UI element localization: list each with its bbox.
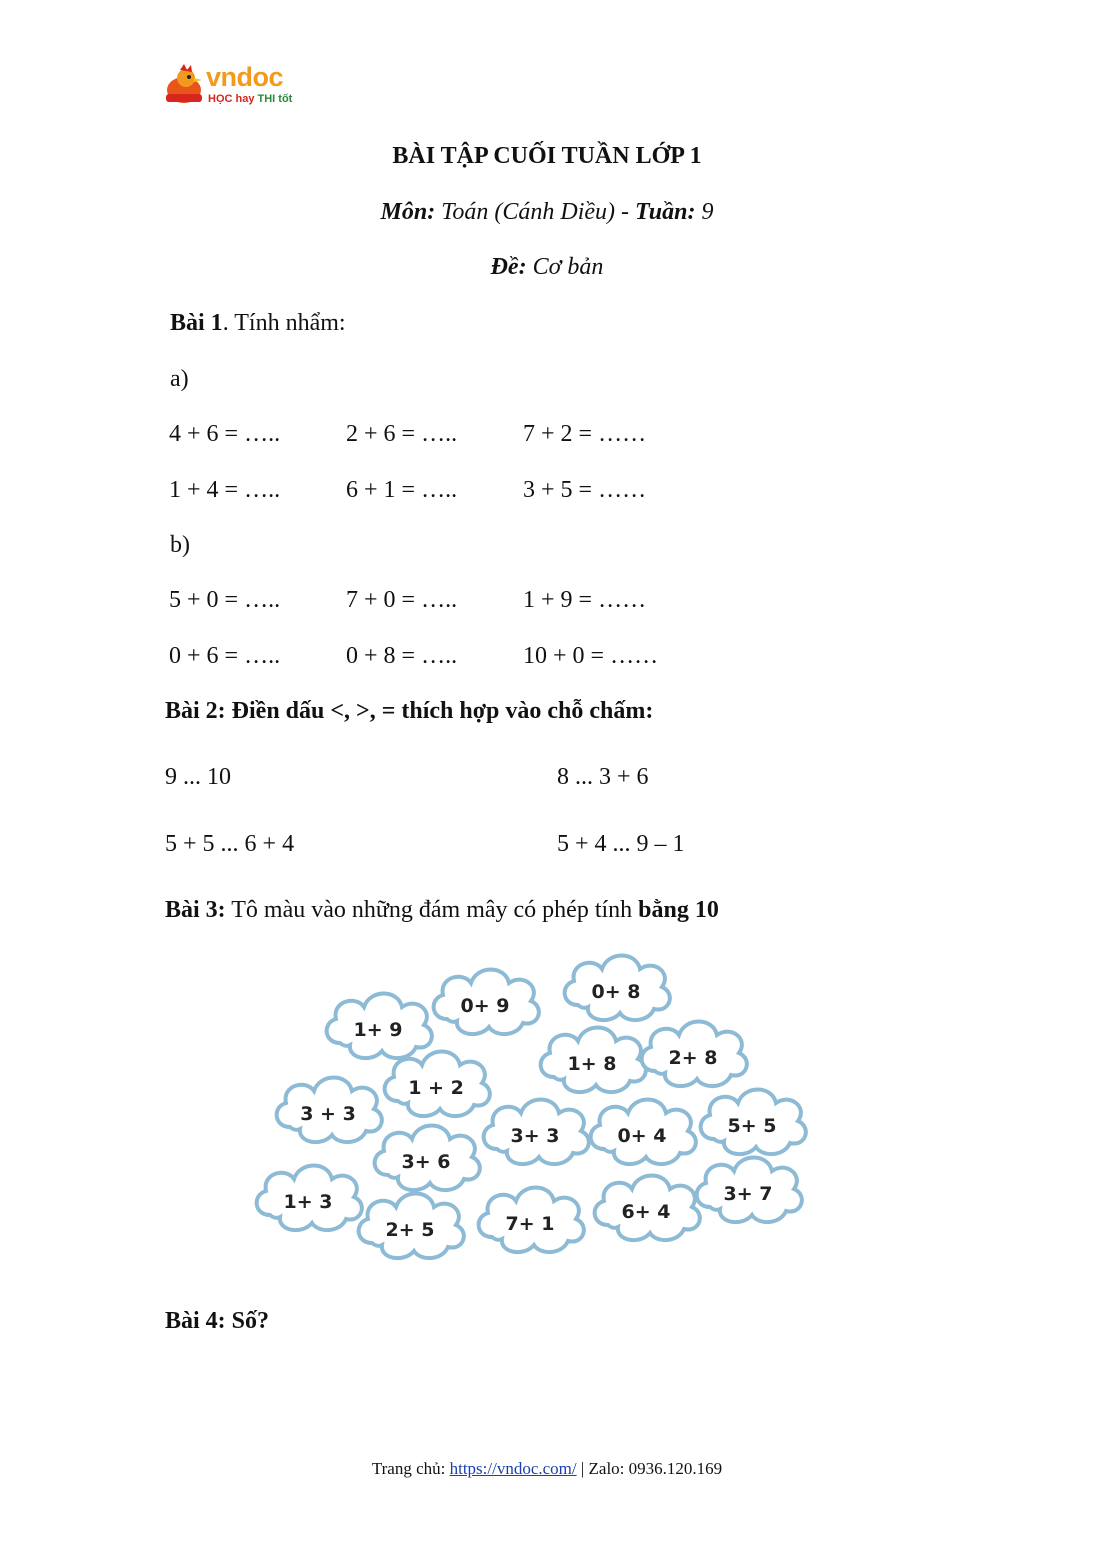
cloud xyxy=(591,1100,696,1165)
logo-wordmark: vndoc xyxy=(206,62,284,92)
svg-text:1+ 8: 1+ 8 xyxy=(567,1053,617,1075)
cloud xyxy=(541,1028,646,1093)
equation: 5 + 0 = ….. xyxy=(169,587,281,613)
page-footer: Trang chủ: https://vndoc.com/ | Zalo: 0936.120.169 xyxy=(371,1459,723,1478)
svg-text:5+ 5: 5+ 5 xyxy=(727,1115,777,1137)
cloud xyxy=(359,1194,464,1259)
cloud-group xyxy=(250,945,820,1275)
svg-text:3+ 6: 3+ 6 xyxy=(401,1151,451,1173)
cloud xyxy=(479,1188,584,1253)
equation: 4 + 6 = ….. xyxy=(169,421,281,447)
worksheet-title: BÀI TẬP CUỐI TUẦN LỚP 1 xyxy=(392,143,702,169)
subject-line: Môn: Toán (Cánh Diều) - Tuần: 9 xyxy=(380,199,714,225)
comparison-item: 8 ... 3 + 6 xyxy=(557,764,649,790)
svg-text:3+ 7: 3+ 7 xyxy=(723,1183,773,1205)
svg-text:1+ 9: 1+ 9 xyxy=(353,1019,403,1041)
cloud xyxy=(697,1158,802,1223)
equation: 0 + 8 = ….. xyxy=(346,643,458,669)
bai3-heading: Bài 3: Tô màu vào những đám mây có phép tính bằng 10 xyxy=(165,897,719,923)
cloud xyxy=(701,1090,806,1155)
svg-text:0+ 9: 0+ 9 xyxy=(460,995,510,1017)
equation: 7 + 2 = …… xyxy=(523,421,647,447)
comparison-item: 9 ... 10 xyxy=(165,764,231,790)
vndoc-logo xyxy=(162,64,312,112)
cloud xyxy=(327,994,432,1059)
equation: 1 + 4 = ….. xyxy=(169,477,281,503)
cloud xyxy=(595,1176,700,1241)
equation: 3 + 5 = …… xyxy=(523,477,647,503)
cloud xyxy=(385,1052,490,1117)
comparison-item: 5 + 5 ... 6 + 4 xyxy=(165,831,295,857)
bai4-heading: Bài 4: Số? xyxy=(165,1308,270,1334)
equation: 0 + 6 = ….. xyxy=(169,643,281,669)
svg-text:2+ 5: 2+ 5 xyxy=(385,1219,435,1241)
svg-text:3+ 3: 3+ 3 xyxy=(510,1125,560,1147)
logo-tagline: HỌC hay THI tốt xyxy=(208,93,293,105)
cloud xyxy=(434,970,539,1035)
cloud xyxy=(277,1078,382,1143)
equation: 6 + 1 = ….. xyxy=(346,477,458,503)
equation: 2 + 6 = ….. xyxy=(346,421,458,447)
svg-text:0+ 8: 0+ 8 xyxy=(591,981,641,1003)
bai2-heading: Bài 2: Điền dấu <, >, = thích hợp vào chỗ chấm: xyxy=(165,698,654,724)
bai1-part-a: a) xyxy=(170,366,189,392)
equation: 7 + 0 = ….. xyxy=(346,587,458,613)
cloud xyxy=(375,1126,480,1191)
svg-text:2+ 8: 2+ 8 xyxy=(668,1047,718,1069)
svg-text:7+ 1: 7+ 1 xyxy=(505,1213,555,1235)
homepage-link[interactable]: https://vndoc.com/ xyxy=(449,1459,577,1478)
cloud xyxy=(565,956,670,1021)
cloud xyxy=(642,1022,747,1087)
rooster-mascot-icon xyxy=(162,64,206,108)
bai1-heading: Bài 1. Tính nhẩm: xyxy=(170,310,346,336)
equation: 10 + 0 = …… xyxy=(523,643,659,669)
equation: 1 + 9 = …… xyxy=(523,587,647,613)
cloud xyxy=(484,1100,589,1165)
svg-text:1+ 3: 1+ 3 xyxy=(283,1191,333,1213)
bai1-part-b: b) xyxy=(170,532,190,558)
svg-text:6+ 4: 6+ 4 xyxy=(621,1201,671,1223)
svg-text:1 + 2: 1 + 2 xyxy=(408,1077,464,1099)
comparison-item: 5 + 4 ... 9 – 1 xyxy=(557,831,685,857)
level-line: Đề: Cơ bản xyxy=(490,254,604,280)
cloud xyxy=(257,1166,362,1231)
svg-text:3 + 3: 3 + 3 xyxy=(300,1103,356,1125)
svg-text:0+ 4: 0+ 4 xyxy=(617,1125,667,1147)
